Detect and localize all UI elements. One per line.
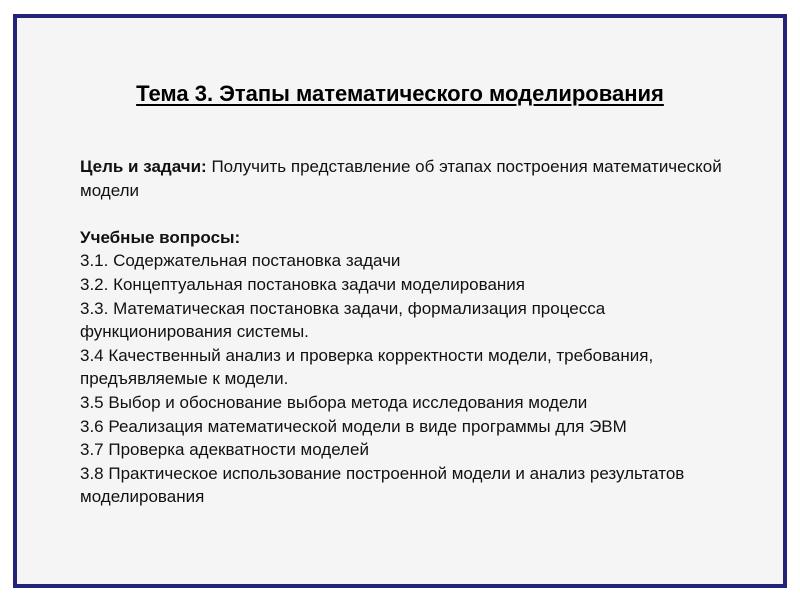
- question-item-3-2: 3.2. Концептуальная постановка задачи моделирования: [80, 274, 526, 294]
- question-item-3-6: 3.6 Реализация математической модели в виде программы для ЭВМ: [80, 416, 627, 436]
- slide-title: Тема 3. Этапы математического моделирования: [136, 81, 664, 106]
- goal-label: Цель и задачи:: [80, 157, 207, 176]
- slide-content: [80, 155, 740, 509]
- questions-label: Учебные вопросы:: [80, 227, 241, 247]
- goal-text: Получить представление об этапах построения математической модели: [80, 157, 722, 200]
- question-item-3-8: 3.8 Практическое использование построенной модели и анализ результатов моделирования: [80, 463, 685, 507]
- spacer: [80, 202, 740, 226]
- question-item-3-4: 3.4 Качественный анализ и проверка корректности модели, требования, предъявляемые к модели.: [80, 345, 654, 389]
- question-item-3-3: 3.3. Математическая постановка задачи, формализация процесса функционирования системы.: [80, 298, 606, 342]
- question-item-3-1: 3.1. Содержательная постановка задачи: [80, 251, 401, 271]
- question-item-3-5: 3.5 Выбор и обоснование выбора метода исследования модели: [80, 392, 588, 412]
- question-item-3-7: 3.7 Проверка адекватности моделей: [80, 440, 369, 460]
- goal-paragraph: [80, 155, 740, 202]
